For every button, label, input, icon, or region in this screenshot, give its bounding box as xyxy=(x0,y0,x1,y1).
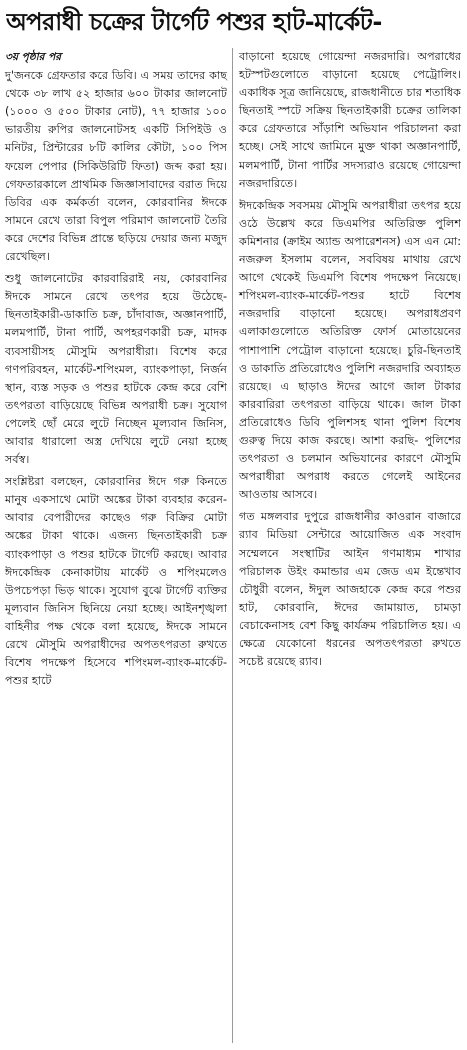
paragraph: বাড়ানো হয়েছে গোয়েন্দা নজরদারি। অপরাধের হটস্পটগুলোতে বাড়ানো হয়েছে পেট্রোলিং। একাধিক সূত্র জানিয়েছে, রাজধানীতে চার শতাধিক ছিনতাই স্পটে সক্রিয় ছিনতাইকারী চক্রের তালিকা করে গ্রেফতারে সাঁড়াশি অভিযান পরিচালনা করা হচ্ছে। সেই সাথে জামিনে মুক্ত থাকা অজ্ঞানপার্টি, মলমপার্টি, টানা পার্টির সদস্যরাও রয়েছে গোয়েন্দা নজরদারিতে। xyxy=(239,50,461,190)
paragraph: গত মঙ্গলবার দুপুরে রাজধানীর কাওরান বাজারে র‌্যাব মিডিয়া সেন্টারে আয়োজিত এক সংবাদ সম্মেলনে সংস্থাটির আইন গণমাধ্যম শাখার পরিচালক উইং কমান্ডার এম জেড এম ইন্তেখাব চৌধুরী বলেন, ঈদুল আজহাকে কেন্দ্র করে পশুর হাট, কোরবানি, ঈদের জামায়াত, চামড়া বেচাকেনাসহ বেশ কিছু কার্যক্রম পরিচালিত হয়। এ ক্ষেত্রে যেকোনো ধরনের অপতৎপরতা রুখতে সচেষ্ট রয়েছে র‌্যাব। xyxy=(239,510,461,669)
continued-from-label: ৩য় পৃষ্ঠার পর xyxy=(5,51,62,63)
paragraph: দু'জনকে গ্রেফতার করে ডিবি। এ সময় তাদের কাছ থেকে ৩৮ লাখ ৫২ হাজার ৬০০ টাকার জালনোট (১০০০ ও ৫০০ টাকার নোট), ৭৭ হাজার ১০০ ভারতীয় রুপির জালনোটসহ একটি সিপিইউ ও মনিটর, প্রিন্টারের ৮টি কালির কৌটা, ১০০ পিস ফয়েল পেপার (সিকিউরিটি ফিতা) জব্দ করা হয়। গেফতারকালে প্রাথমিক জিজ্ঞাসাবাদের বরাত দিয়ে ডিবির এক কর্মকর্তা বলেন, কোরবানির ঈদকে সামনে রেখে তারা বিপুল পরিমাণ জালনোট তৈরি করে দেশের বিভিন্ন প্রান্তে ছড়িয়ে দেয়ার জন্য মজুদ রেখেছিল। xyxy=(5,69,227,264)
paragraph: সংশ্লিষ্টরা বলছেন, কোরবানির ঈদে গরু কিনতে মানুষ একসাথে মোটা অঙ্কের টাকা ব্যবহার করেন- আবার বেপারীদের কাছেও গরু বিক্রির মোটা অঙ্কের টাকা থাকে। এজন্য ছিনতাইকারী চক্র ব্যাংকপাড়া ও পশুর হাটকে টার্গেট করছে। আবার ঈদকেন্দ্রিক কেনাকাটায় মার্কেট ও শপিংমলেও উপচেপড়া ভিড় থাকে। সুযোগ বুঝে টার্গেট ব্যক্তির মূল্যবান জিনিস ছিনিয়ে নেয়া হচ্ছে। আইনশৃঙ্খলা বাহিনীর পক্ষ থেকে বলা হয়েছে, ঈদকে সামনে রেখে মৌসুমি অপরাধীদের অপতৎপরতা রুখতে বিশেষ পদক্ষেপ হিসেবে শপিংমল-ব্যাংক-মার্কেট-পশুর হাটে xyxy=(5,475,227,688)
right-column xyxy=(239,48,461,675)
left-column xyxy=(5,48,227,694)
column-divider xyxy=(232,48,233,1043)
article-headline: অপরাধী চক্রের টার্গেট পশুর হাট-মার্কেট- xyxy=(6,8,382,36)
paragraph: ঈদকেন্দ্রিক সবসময় মৌসুমি অপরাধীরা তৎপর হয়ে ওঠে উল্লেখ করে ডিএমপির অতিরিক্ত পুলিশ কমিশনার (ক্রাইম অ্যান্ড অপারেশনস) এস এন মো: নজরুল ইসলাম বলেন, সববিষয় মাথায় রেখে আগে থেকেই ডিএমপি বিশেষ পদক্ষেপ নিয়েছে। শপিংমল-ব্যাংক-মার্কেট-পশুর হাটে বিশেষ নজরদারি বাড়ানো হয়েছে। অপরাধপ্রবণ এলাকাগুলোতে অতিরিক্ত ফোর্স মোতায়েনের পাশাপাশি পেট্রোল বাড়ানো হয়েছে। চুরি-ছিনতাই ও ডাকাতি প্রতিরোধেও পুলিশি নজরদারি অব্যাহত রয়েছে। এ ছাড়াও ঈদের আগে জাল টাকার কারবারিরা তৎপরতা বাড়িয়ে থাকে। জাল টাকা প্রতিরোধেও ডিবি পুলিশসহ থানা পুলিশ বিশেষ গুরুত্ব দিয়ে কাজ করছে। আশা করছি- পুলিশের তৎপরতা ও চলমান অভিযানের কারণে মৌসুমি অপরাধীরা অপরাধ করতে গেলেই আইনের আওতায় আসবে। xyxy=(239,198,461,502)
paragraph: শুধু জালনোটের কারবারিরাই নয়, কোরবানির ঈদকে সামনে রেখে তৎপর হয়ে উঠেছে- ছিনতাইকারী-ডাকাতি চক্র, চাঁদাবাজ, অজ্ঞানপার্টি, মলমপার্টি, টানা পার্টি, অপহরণকারী চক্র, মাদক ব্যবসায়ীসহ মৌসুমি অপরাধীরা। বিশেষ করে গণপরিবহন, মার্কেট-শপিংমল, ব্যাংকপাড়া, নির্জন স্থান, ব্যস্ত সড়ক ও পশুর হাটকে কেন্দ্র করে বেশি তৎপরতা বাড়িয়েছে বিভিন্ন অপরাধী চক্র। সুযোগ পেলেই ছোঁ মেরে লুটে নিচ্ছেন মূল্যবান জিনিস, আবার ধারালো অস্ত্র দেখিয়ে লুটে নেয়া হচ্ছে সর্বস্ব। xyxy=(5,272,227,467)
